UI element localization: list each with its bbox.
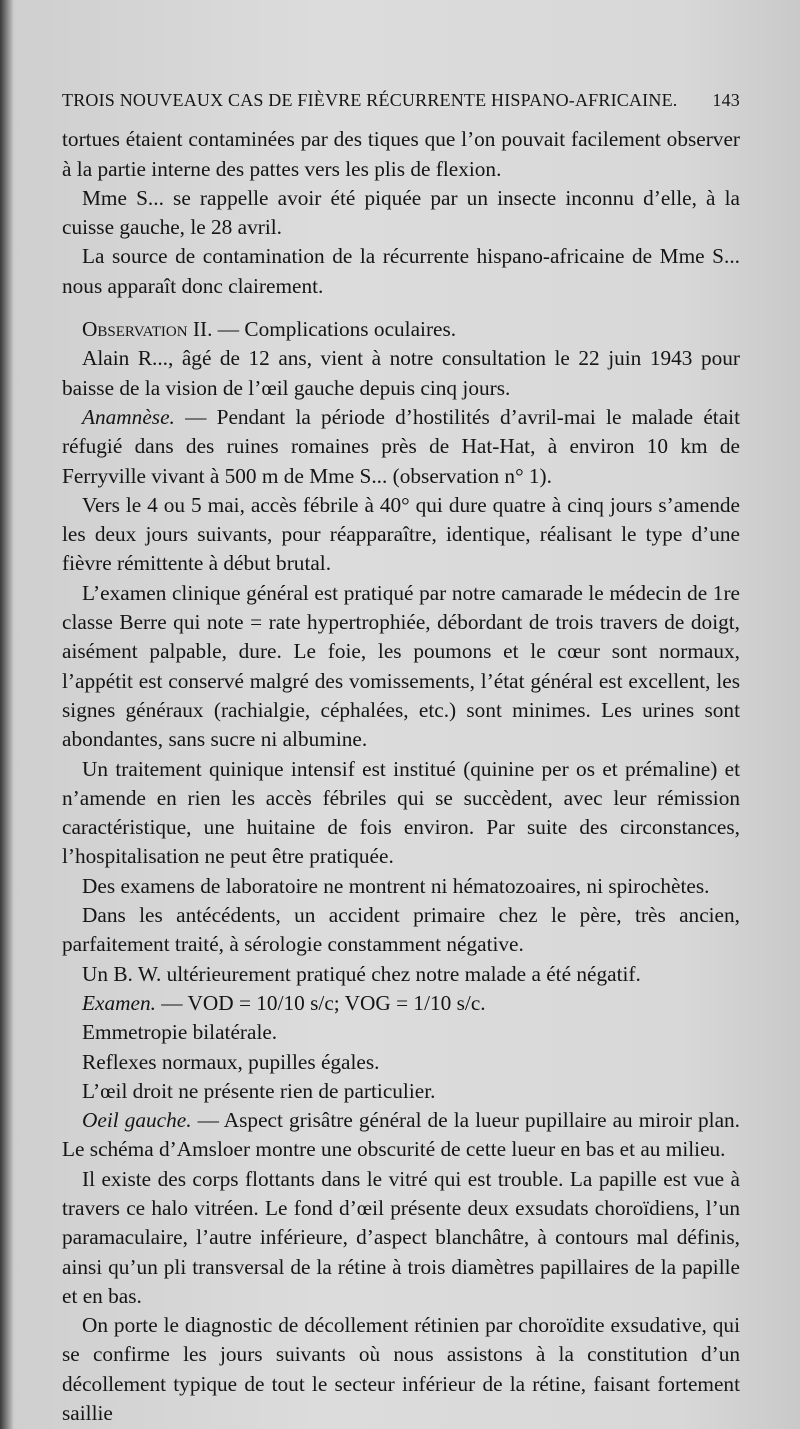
- paragraph-15: L’œil droit ne présente rien de particulier.: [82, 1078, 436, 1103]
- observation-title: — Complications oculaires.: [212, 317, 457, 342]
- paragraph-2: Mme S... se rappelle avoir été piquée par un insecte inconnu d’elle, à la cuisse gauche, le 28 avril.: [62, 185, 740, 240]
- paragraph-9: Des examens de laboratoire ne montrent ni hématozoaires, ni spirochètes.: [82, 873, 710, 898]
- oeil-gauche-text: — Aspect grisâtre général de la lueur pupillaire au miroir plan. Le schéma d’Amsloer montre une obscurité de cette lueur en bas et au milieu.: [62, 1108, 740, 1162]
- observation-heading: [62, 315, 740, 344]
- examen-text: — VOD = 10/10 s/c; VOG = 1/10 s/c.: [155, 990, 486, 1015]
- paragraph-14: Reflexes normaux, pupilles égales.: [82, 1049, 380, 1074]
- paragraph-17: Il existe des corps flottants dans le vitré qui est trouble. La papille est vue à travers ce halo vitréen. Le fond d’œil présente deux exsudats choroïdiens, l’un paramaculaire, l’autre inférieure, d’aspect blanchâtre, à contours mal définis, ainsi qu’un pli transversal de la rétine à trois diamètres papillaires de la papille et en bas.: [62, 1166, 740, 1308]
- anamnese-label: Anamnèse.: [82, 404, 175, 429]
- paragraph-8: Un traitement quinique intensif est institué (quinine per os et prémaline) et n’amende en rien les accès fébriles qui se succèdent, avec leur rémission caractéristique, une huitaine de fois environ. Par suite des circonstances, l’hospitalisation ne peut être pratiquée.: [62, 756, 740, 869]
- text-block: [62, 86, 740, 1428]
- paragraph-oeil-gauche: [62, 1106, 740, 1165]
- paragraph-4: Alain R..., âgé de 12 ans, vient à notre consultation le 22 juin 1943 pour baisse de la vision de l’œil gauche depuis cinq jours.: [62, 346, 740, 400]
- paragraph-13: Emmetropie bilatérale.: [82, 1020, 278, 1045]
- paragraph-3: La source de contamination de la récurrente hispano-africaine de Mme S... nous apparaît donc clairement.: [62, 244, 740, 298]
- paragraph-examen: [62, 989, 740, 1018]
- paragraph-anamnese: [62, 403, 740, 491]
- paragraph-6: Vers le 4 ou 5 mai, accès fébrile à 40° qui dure quatre à cinq jours s’amende les deux jours suivants, pour réapparaître, identique, réalisant le type d’une fièvre rémittente à début brutal.: [62, 492, 740, 576]
- paragraph-1: tortues étaient contaminées par des tiques que l’on pouvait facilement observer à la partie interne des pattes vers les plis de flexion.: [62, 127, 740, 181]
- paragraph-7: L’examen clinique général est pratiqué par notre camarade le médecin de 1re classe Berre qui note = rate hypertrophiée, débordant de trois travers de doigt, aisément palpable, dure. Le foie, les poumons et le cœur sont normaux, l’appétit est conservé malgré des vomissements, l’état général est excellent, les signes généraux (rachialgie, céphalées, etc.) sont minimes. Les urines sont abondantes, sans sucre ni albumine.: [62, 580, 740, 752]
- paragraph-18: On porte le diagnostic de décollement rétinien par choroïdite exsudative, qui se confirme les jours suivants où nous assistons à la constitution d’un décollement typique de tout le secteur inférieur de la rétine, faisant fortement saillie: [62, 1313, 740, 1426]
- anamnese-text: — Pendant la période d’hostilités d’avril-mai le malade était réfugié dans des ruines romaines près de Hat-Hat, à environ 10 km de Ferryville vivant à 500 m de Mme S... (observation n° 1).: [62, 404, 740, 488]
- oeil-gauche-label: Oeil gauche.: [82, 1108, 192, 1133]
- observation-label: Observation II.: [82, 317, 213, 342]
- paragraph-10: Dans les antécédents, un accident primaire chez le père, très ancien, parfaitement traité, à sérologie constamment négative.: [62, 903, 740, 957]
- page-number: 143: [712, 90, 740, 110]
- running-header: [62, 86, 740, 115]
- paragraph-11: Un B. W. ultérieurement pratiqué chez notre malade a été négatif.: [82, 961, 641, 986]
- header-title: TROIS NOUVEAUX CAS DE FIÈVRE RÉCURRENTE HISPANO-AFRICAINE.: [62, 90, 678, 110]
- examen-label: Examen.: [82, 990, 156, 1015]
